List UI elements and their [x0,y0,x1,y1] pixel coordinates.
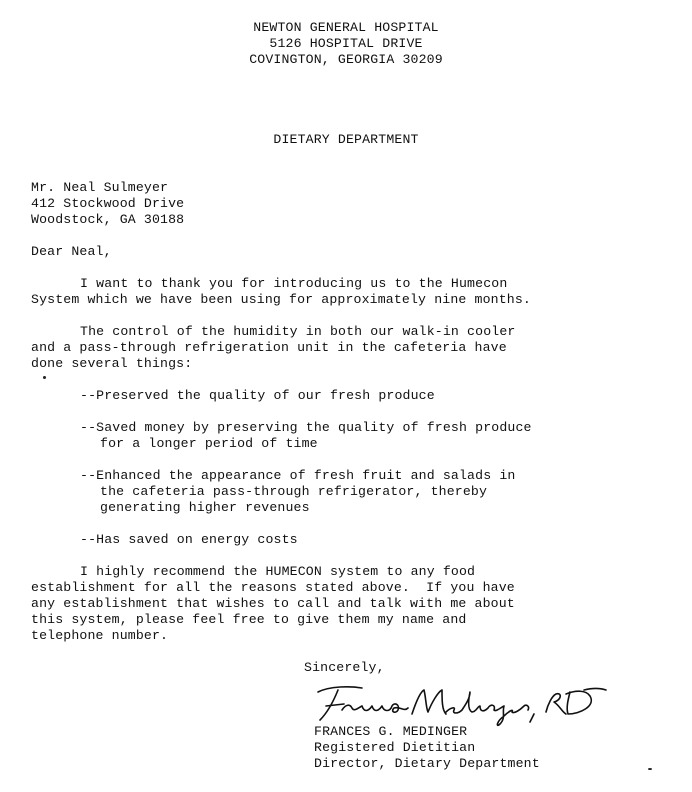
paragraph2-line2: and a pass-through refrigeration unit in the cafeteria have [31,340,507,355]
bullet2-line1: --Saved money by preserving the quality of fresh produce [80,420,532,435]
scan-speck [43,376,46,379]
letterhead-city: COVINGTON, GEORGIA 30209 [249,52,443,67]
salutation: Dear Neal, [31,244,112,259]
recipient-street: 412 Stockwood Drive [31,196,185,211]
paragraph3-line5: telephone number. [31,628,169,643]
paragraph3-line1: I highly recommend the HUMECON system to any food [80,564,476,579]
paragraph2-line1: The control of the humidity in both our walk-in cooler [80,324,516,339]
signer-title: Registered Dietitian [314,740,476,755]
signer-position: Director, Dietary Department [314,756,540,771]
handwritten-signature [300,678,620,728]
bullet3-line2: the cafeteria pass-through refrigerator, thereby [100,484,488,499]
bullet1-line1: --Preserved the quality of our fresh produce [80,388,435,403]
bullet3-line1: --Enhanced the appearance of fresh fruit and salads in [80,468,516,483]
bullet2-line2: for a longer period of time [100,436,318,451]
closing: Sincerely, [304,660,385,675]
paragraph3-line3: any establishment that wishes to call and talk with me about [31,596,515,611]
bullet3-line3: generating higher revenues [100,500,310,515]
paragraph2-line3: done several things: [31,356,193,371]
paragraph1-line2: System which we have been using for approximately nine months. [31,292,531,307]
letterhead-hospital-name: NEWTON GENERAL HOSPITAL [253,20,439,35]
scan-speck [648,768,652,770]
paragraph3-line4: this system, please feel free to give them my name and [31,612,467,627]
letterhead-street: 5126 HOSPITAL DRIVE [269,36,423,51]
department-heading: DIETARY DEPARTMENT [273,132,419,147]
paragraph1-line1: I want to thank you for introducing us to the Humecon [80,276,508,291]
bullet4-line1: --Has saved on energy costs [80,532,298,547]
recipient-name: Mr. Neal Sulmeyer [31,180,169,195]
signer-name: FRANCES G. MEDINGER [314,724,468,739]
paragraph3-line2: establishment for all the reasons stated above. If you have [31,580,515,595]
recipient-city: Woodstock, GA 30188 [31,212,185,227]
